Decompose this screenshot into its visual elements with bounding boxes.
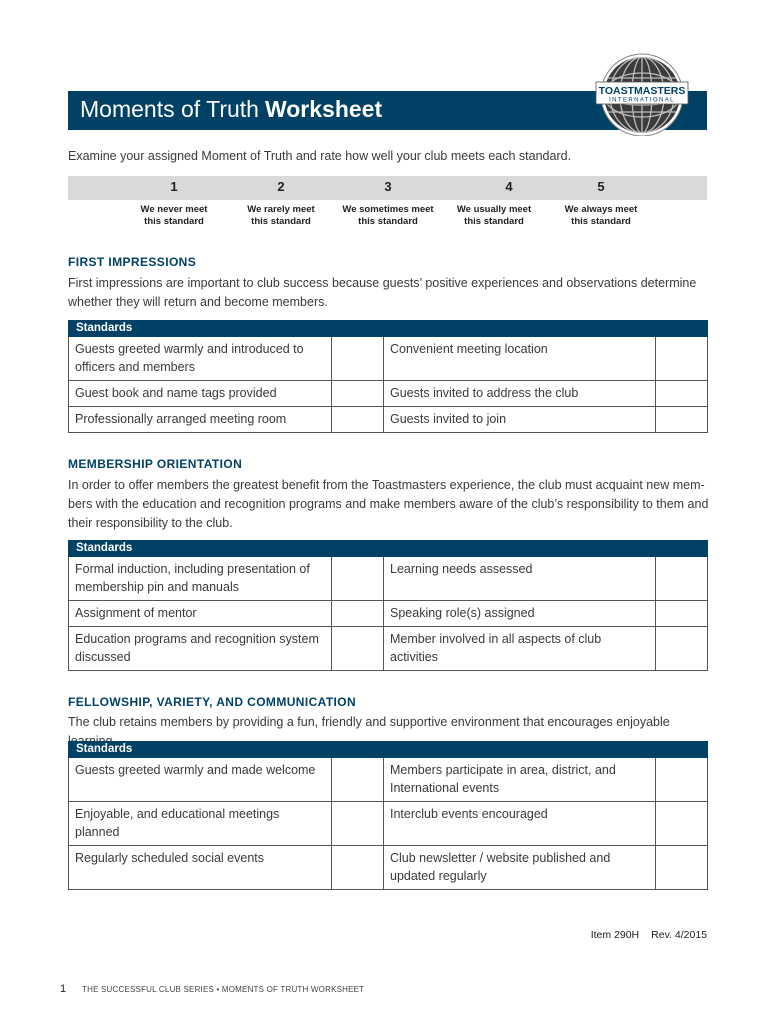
table-row bbox=[69, 337, 708, 381]
rating-cell[interactable] bbox=[656, 601, 708, 627]
scale-label-1-line2: this standard bbox=[144, 216, 204, 227]
rating-cell[interactable] bbox=[332, 802, 384, 846]
table-row bbox=[69, 846, 708, 890]
logo-line1: TOASTMASTERS bbox=[598, 85, 686, 97]
section-description-first-impressions: First impressions are important to club success because guests’ positive experiences and observations determine whether they will return and become members. bbox=[68, 276, 697, 309]
table-row bbox=[69, 407, 708, 433]
rating-cell[interactable] bbox=[332, 627, 384, 671]
standard-cell: Professionally arranged meeting room bbox=[69, 407, 332, 433]
standards-table-first-impressions bbox=[68, 320, 708, 433]
title-bold: Worksheet bbox=[264, 96, 383, 122]
standard-cell: Assignment of mentor bbox=[69, 601, 332, 627]
page-title bbox=[80, 96, 382, 123]
rating-cell[interactable] bbox=[332, 557, 384, 601]
section-description-membership-orientation: In order to offer members the greatest benefit from the Toastmasters experience, the club must acquaint new mem-bers with the education and recognition programs and make members aware of the club’s responsibility to them and their responsibility to the club. bbox=[68, 478, 709, 530]
table-header: Standards bbox=[69, 541, 708, 557]
standard-cell: Regularly scheduled social events bbox=[69, 846, 332, 890]
scale-label-3-line2: this standard bbox=[358, 216, 418, 227]
title-light: Moments of Truth bbox=[80, 96, 259, 122]
rating-cell[interactable] bbox=[656, 407, 708, 433]
standard-cell: Guest book and name tags provided bbox=[69, 381, 332, 407]
rating-cell[interactable] bbox=[332, 337, 384, 381]
rating-cell[interactable] bbox=[656, 802, 708, 846]
table-row bbox=[69, 627, 708, 671]
section-heading-fellowship: FELLOWSHIP, VARIETY, AND COMMUNICATION bbox=[68, 695, 357, 709]
standard-cell: Enjoyable, and educational meetings planned bbox=[69, 802, 332, 846]
intro-text: Examine your assigned Moment of Truth and rate how well your club meets each standard. bbox=[68, 149, 572, 163]
standard-cell: Club newsletter / website published and updated regularly bbox=[384, 846, 656, 890]
series-title: THE SUCCESSFUL CLUB SERIES • MOMENTS OF TRUTH WORKSHEET bbox=[82, 985, 365, 994]
section-description-fellowship: The club retains members by providing a fun, friendly and supportive environment that encourages enjoyable bbox=[68, 715, 670, 729]
section-heading-membership-orientation: MEMBERSHIP ORIENTATION bbox=[68, 457, 243, 471]
scale-label-2-line1: We rarely meet bbox=[247, 204, 315, 215]
standard-cell: Member involved in all aspects of club activities bbox=[384, 627, 656, 671]
rating-cell[interactable] bbox=[332, 407, 384, 433]
scale-label-4 bbox=[434, 204, 554, 228]
scale-label-2 bbox=[221, 204, 341, 228]
rating-cell[interactable] bbox=[656, 846, 708, 890]
standard-cell: Education programs and recognition system discussed bbox=[69, 627, 332, 671]
table-row bbox=[69, 381, 708, 407]
standard-cell: Guests greeted warmly and made welcome bbox=[69, 758, 332, 802]
table-row bbox=[69, 758, 708, 802]
rating-cell[interactable] bbox=[332, 601, 384, 627]
toastmasters-logo bbox=[594, 52, 690, 136]
scale-number-1: 1 bbox=[170, 179, 178, 194]
rating-cell[interactable] bbox=[656, 557, 708, 601]
table-header: Standards bbox=[69, 742, 708, 758]
standard-cell: Convenient meeting location bbox=[384, 337, 656, 381]
rating-scale-bar bbox=[68, 176, 707, 200]
standard-cell: Speaking role(s) assigned bbox=[384, 601, 656, 627]
scale-label-5 bbox=[541, 204, 661, 228]
rating-cell[interactable] bbox=[656, 337, 708, 381]
table-row bbox=[69, 802, 708, 846]
scale-number-2: 2 bbox=[277, 179, 285, 194]
rating-cell[interactable] bbox=[332, 758, 384, 802]
scale-label-3 bbox=[328, 204, 448, 228]
standards-table-fellowship bbox=[68, 741, 708, 890]
table-row bbox=[69, 601, 708, 627]
rating-cell[interactable] bbox=[656, 758, 708, 802]
revision: Rev. 4/2015 bbox=[651, 929, 707, 941]
rating-cell[interactable] bbox=[332, 381, 384, 407]
table-row bbox=[69, 557, 708, 601]
scale-label-4-line1: We usually meet bbox=[456, 204, 532, 215]
section-heading-first-impressions: FIRST IMPRESSIONS bbox=[68, 255, 197, 269]
logo-line2: INTERNATIONAL bbox=[609, 97, 675, 104]
item-code: Item 290H bbox=[590, 929, 640, 941]
scale-number-3: 3 bbox=[384, 179, 392, 194]
standard-cell: Guests invited to address the club bbox=[384, 381, 656, 407]
rating-cell[interactable] bbox=[332, 846, 384, 890]
scale-label-2-line2: this standard bbox=[251, 216, 311, 227]
rating-cell[interactable] bbox=[656, 381, 708, 407]
scale-label-4-line2: this standard bbox=[464, 216, 524, 227]
table-header: Standards bbox=[69, 321, 708, 337]
standard-cell: Members participate in area, district, and International events bbox=[384, 758, 656, 802]
standard-cell: Guests greeted warmly and introduced to officers and members bbox=[69, 337, 332, 381]
scale-label-1 bbox=[114, 204, 234, 228]
scale-label-5-line2: this standard bbox=[571, 216, 631, 227]
item-number bbox=[591, 929, 707, 941]
scale-label-3-line1: We sometimes meet bbox=[342, 204, 434, 215]
standard-cell: Interclub events encouraged bbox=[384, 802, 656, 846]
rating-cell[interactable] bbox=[656, 627, 708, 671]
standard-cell: Guests invited to join bbox=[384, 407, 656, 433]
standards-table-membership-orientation bbox=[68, 540, 708, 671]
scale-label-5-line1: We always meet bbox=[564, 204, 638, 215]
page-number: 1 bbox=[60, 983, 67, 995]
standard-cell: Formal induction, including presentation of membership pin and manuals bbox=[69, 557, 332, 601]
scale-label-1-line1: We never meet bbox=[140, 204, 208, 215]
standard-cell: Learning needs assessed bbox=[384, 557, 656, 601]
scale-number-5: 5 bbox=[597, 179, 605, 194]
scale-number-4: 4 bbox=[505, 179, 513, 194]
